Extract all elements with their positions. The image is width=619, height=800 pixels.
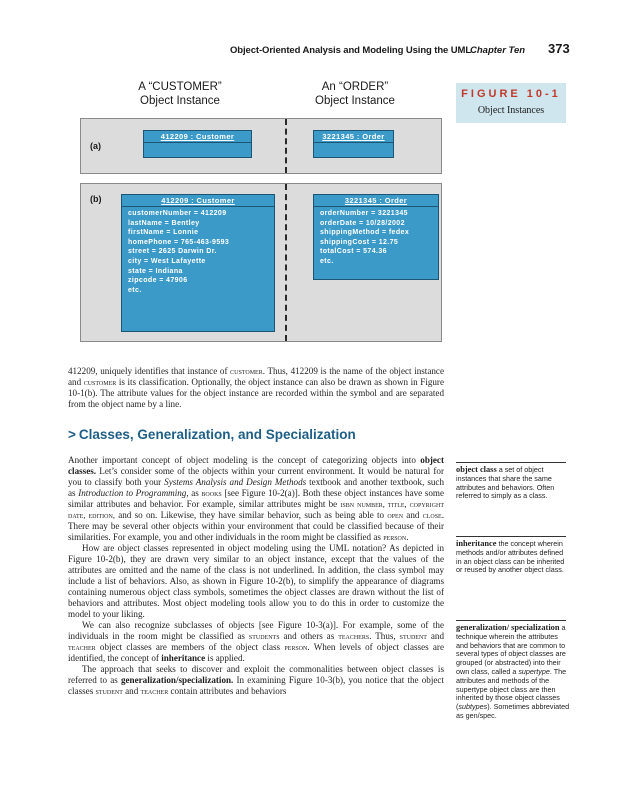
order-attribute-list — [314, 207, 438, 267]
section-title: > Classes, Generalization, and Specialization — [68, 427, 356, 442]
customer-heading-line1: A “CUSTOMER” — [138, 81, 222, 93]
panel-b-customer-name: 412209 : Customer — [122, 195, 274, 207]
customer-attribute: zipcode = 47906 — [128, 277, 188, 285]
customer-attribute: street = 2625 Darwin Dr. — [128, 248, 217, 256]
customer-heading — [120, 80, 240, 108]
figure-caption: Object Instances — [477, 105, 545, 116]
figure-panel-b — [80, 183, 442, 342]
customer-attribute: city = West Lafayette — [128, 257, 206, 265]
main-text — [68, 455, 444, 697]
panel-b-divider — [285, 184, 287, 341]
order-attribute: shippingMethod = fedex — [320, 229, 410, 237]
glossary-rule — [456, 462, 566, 463]
intro-paragraph: 412209, uniquely identifies that instance of customer. Thus, 412209 is the name of the object instance and customer is its classification. Optionally, the object instance can also be drawn as shown in Figure 10-1(b). The attribute values for the object instance are recorded within the symbol and are separated from the object name by a line. — [68, 366, 445, 409]
panel-a-label: (a) — [90, 141, 101, 151]
panel-a-order-name: 3221345 : Order — [314, 131, 393, 143]
order-attribute: orderNumber = 3221345 — [320, 210, 408, 217]
running-header-chapter: Chapter Ten — [470, 45, 526, 56]
customer-attribute: lastName = Bentley — [128, 219, 200, 227]
order-attribute: orderDate = 10/28/2002 — [320, 219, 405, 227]
paragraph-subclasses: We can also recognize subclasses of objects [see Figure 10-3(a)]. For example, some of the individuals in the room might be classified as students and others as teachers. Thus, student and teacher object classes are members of the object class person. When levels of object classes are identified, the concept of inheritance is applied. — [68, 620, 445, 663]
panel-a-order-object — [313, 130, 394, 158]
paragraph-generalization: The approach that seeks to discover and exploit the commonalities between object classes is referred to as generalization/specialization. In examining Figure 10-3(b), you notice that the object classes student and teacher contain attributes and behaviors — [68, 664, 444, 696]
running-header-title: Object-Oriented Analysis and Modeling Using the UML — [230, 45, 472, 56]
figure-panel-a — [80, 118, 442, 174]
glossary-inheritance: inheritance the concept wherein methods and/or attributes defined in an object class can be inherited or reused by another object class. — [456, 539, 565, 575]
customer-attribute: homePhone = 765-463-9593 — [128, 238, 230, 246]
panel-a-customer-object — [143, 130, 252, 158]
order-attribute: totalCost = 574.36 — [320, 248, 387, 256]
customer-attribute-list — [122, 207, 274, 295]
panel-b-order-name: 3221345 : Order — [314, 195, 438, 207]
order-heading — [300, 80, 410, 108]
panel-a-divider — [285, 119, 287, 173]
order-heading-line1: An “ORDER” — [321, 81, 389, 93]
panel-b-order-object — [313, 194, 439, 280]
customer-attribute: etc. — [128, 286, 142, 294]
customer-attribute: firstName = Lonnie — [128, 229, 199, 237]
glossary-rule — [456, 620, 566, 621]
customer-attribute: state = Indiana — [128, 267, 183, 275]
customer-attribute: customerNumber = 412209 — [128, 210, 227, 217]
order-heading-line2: Object Instance — [315, 95, 395, 107]
figure-tag — [456, 83, 566, 123]
glossary-object-class: object class a set of object instances that share the same attributes and behaviors. Often referred to simply as a class. — [456, 465, 555, 501]
page-number: 373 — [548, 41, 570, 56]
panel-b-customer-object — [121, 194, 275, 332]
panel-b-label: (b) — [90, 194, 102, 204]
glossary-generalization-specialization: generalization/ specialization a technique wherein the attributes and behaviors that are common to several types of object classes are grouped (or abstracted) into their own class, called a supertype. The attributes and methods of the supertype object class are then inherited by those object classes (subtypes). Sometimes abbreviated as gen/spec. — [456, 623, 570, 720]
customer-heading-line2: Object Instance — [140, 95, 220, 107]
paragraph-object-classes: Another important concept of object modeling is the concept of categorizing objects into object classes. Let’s consider some of the objects within your current environment. It would be natural for you to classify both your Systems Analysis and Design Methods textbook and another textbook, such as Introduction to Programming, as books [see Figure 10-2(a)]. Both these object instances have some similar attributes and behavior. For example, similar attributes might be isbn number, title, copyright date, edition, and so on. Likewise, they have similar behavior, such as being able to open and close. There may be several other objects within your environment that could be classified because of their similarities. For example, you and other individuals in the room might be classified as person. — [68, 455, 445, 542]
order-attribute: etc. — [320, 257, 334, 265]
order-attribute: shippingCost = 12.75 — [320, 238, 399, 246]
paragraph-uml-classes: How are object classes represented in object modeling using the UML notation? As depicted in Figure 10-2(b), they are drawn very similar to an object instance, except that the values of the attributes are omitted and the name of the class is not underlined. In addition, the class symbol may include a list of behaviors. Also, as shown in Figure 10-2(b), to simplify the appearance of diagrams containing numerous object class symbols, sometimes the object classes are drawn without the list of behaviors and attributes. Most object modeling tools allow you to do this in order to customize the model to your liking. — [68, 543, 444, 619]
panel-a-customer-name: 412209 : Customer — [144, 131, 251, 143]
figure-label: FIGURE 10-1 — [461, 88, 561, 100]
glossary-rule — [456, 536, 566, 537]
